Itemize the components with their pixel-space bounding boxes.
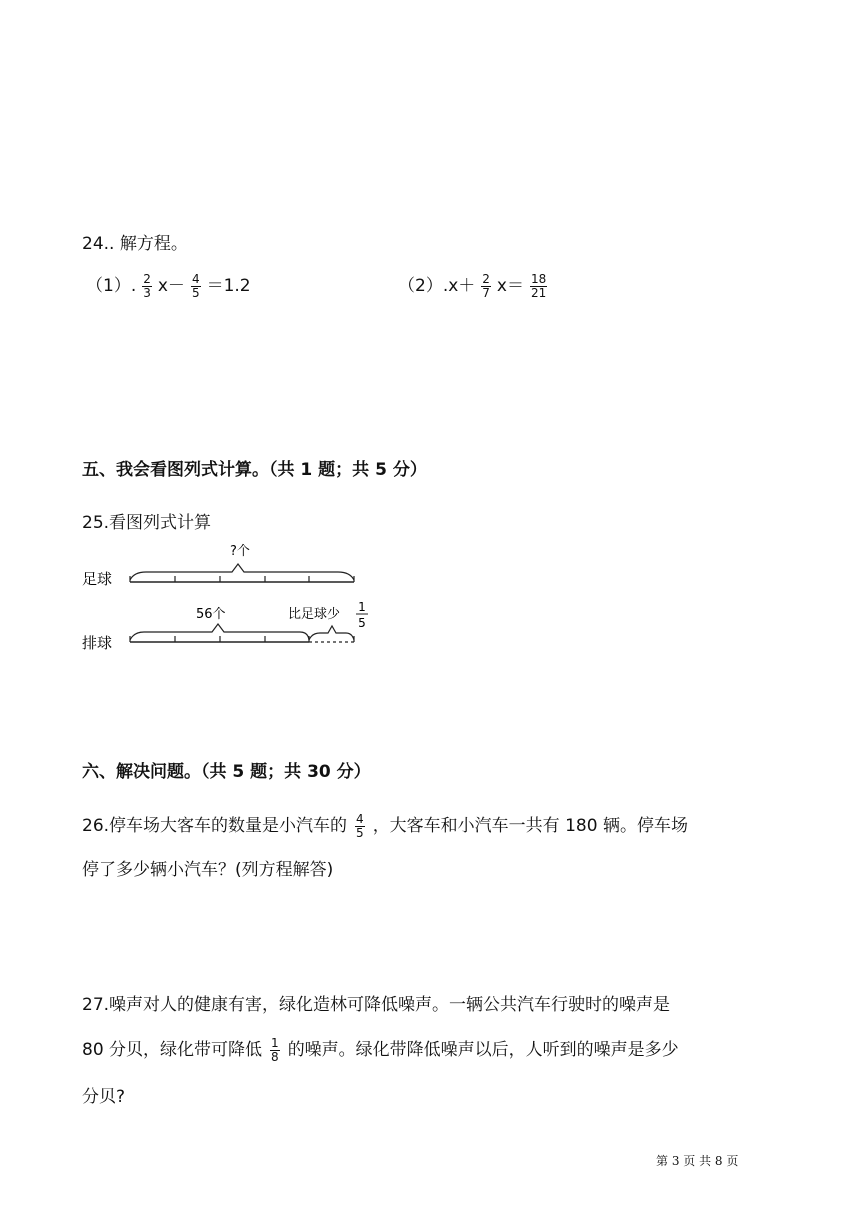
q27-text-pre: 80 分贝，绿化带可降低	[82, 1040, 263, 1060]
q24-title: 24.. 解方程。	[82, 234, 188, 254]
q25-diagram	[76, 536, 396, 662]
section5-heading: 五、我会看图列式计算。（共 1 题；共 5 分）	[82, 460, 427, 480]
q27-fraction: $\frac{1}{8}$	[271, 1035, 279, 1064]
q24-part2	[398, 271, 553, 300]
q27-line3: 分贝?	[82, 1087, 126, 1107]
q26-text-pre: 26.停车场大客车的数量是小汽车的	[82, 816, 348, 836]
q26-fraction: $\frac{4}{5}$	[356, 811, 364, 840]
volleyball-ticks	[130, 636, 354, 642]
q24-part1-frac1: $\frac{2}{3}$	[143, 271, 151, 300]
q24-part1-mid: x－	[157, 276, 185, 296]
q26-line2: 停了多少辆小汽车？(列方程解答)	[82, 860, 334, 880]
football-question: ?个	[230, 544, 250, 559]
q26-text-post: ，大客车和小汽车一共有 180 辆。停车场	[372, 816, 688, 836]
q24-part1-end: ＝1.2	[206, 276, 251, 296]
q24-part2-label: （2）.x＋	[398, 276, 476, 296]
q24-part2-frac2: $\frac{18}{21}$	[530, 271, 547, 300]
volleyball-label: 排球	[82, 634, 113, 652]
q27-line2	[82, 1035, 679, 1064]
football-ticks	[130, 576, 354, 582]
football-brace	[130, 564, 354, 580]
q26-line1	[82, 811, 688, 840]
volleyball-frac-num: 1	[358, 600, 366, 614]
volleyball-frac-den: 5	[358, 616, 366, 630]
q24-part2-mid: x＝	[496, 276, 524, 296]
difference-brace	[309, 626, 354, 640]
q25-title: 25.看图列式计算	[82, 513, 212, 533]
q24-part1	[86, 271, 251, 300]
page-number: 第 3 页 共 8 页	[656, 1154, 739, 1168]
q27-text-post: 的噪声。绿化带降低噪声以后，人听到的噪声是多少	[287, 1040, 679, 1060]
volleyball-note: 比足球少	[288, 607, 341, 622]
q24-part2-frac1: $\frac{2}{7}$	[482, 271, 490, 300]
q24-part1-frac2: $\frac{4}{5}$	[191, 271, 200, 300]
q27-line1: 27.噪声对人的健康有害，绿化造林可降低噪声。一辆公共汽车行驶时的噪声是	[82, 995, 671, 1015]
football-label: 足球	[82, 570, 113, 588]
q24-part1-label: （1）.	[86, 276, 137, 296]
section6-heading: 六、解决问题。（共 5 题；共 30 分）	[82, 762, 371, 782]
volleyball-count: 56个	[196, 607, 226, 622]
